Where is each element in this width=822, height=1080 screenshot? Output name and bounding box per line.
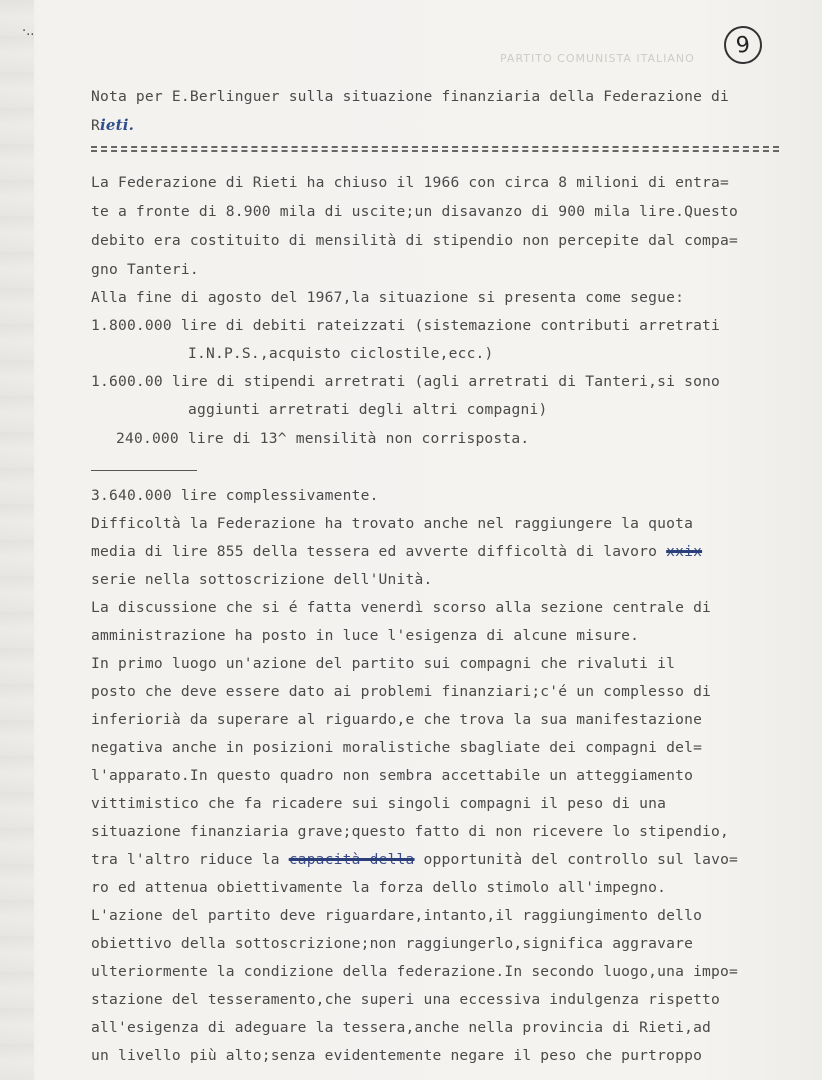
body-line: ulteriormente la condizione della federazione.In secondo luogo,una impo= (91, 963, 739, 980)
body-line: In primo luogo un'azione del partito sui compagni che rivaluti il (91, 655, 676, 672)
body-line: 3.640.000 lire complessivamente. (91, 487, 379, 504)
body-line: La Federazione di Rieti ha chiuso il 1966 con circa 8 milioni di entra= (91, 174, 730, 191)
body-line: obiettivo della sottoscrizione;non raggiungerlo,significa aggravare (91, 935, 694, 952)
body-line (91, 543, 702, 560)
title-line-1: Nota per E.Berlinguer sulla situazione finanziaria della Federazione di (91, 88, 730, 105)
body-text: opportunità del controllo sul lavo= (423, 851, 739, 868)
body-line: Alla fine di agosto del 1967,la situazione si presenta come segue: (91, 289, 685, 306)
body-line: all'esigenza di adeguare la tessera,anche nella provincia di Rieti,ad (91, 1019, 712, 1036)
body-line: inferiorià da superare al riguardo,e che trova la sua manifestazione (91, 711, 703, 728)
page-number: 9 (734, 31, 752, 59)
body-line: aggiunti arretrati degli altri compagni) (188, 401, 548, 418)
strikeout-text: xxix (666, 543, 703, 560)
body-line: La discussione che si é fatta venerdì scorso alla sezione centrale di (91, 599, 712, 616)
body-line: 240.000 lire di 13^ mensilità non corrisposta. (116, 430, 530, 447)
body-line: L'azione del partito deve riguardare,intanto,il raggiungimento dello (91, 907, 703, 924)
title-line-2 (91, 116, 134, 134)
body-line: te a fronte di 8.900 mila di uscite;un disavanzo di 900 mila lire.Questo (91, 203, 739, 220)
body-line: ro ed attenua obiettivamente la forza dello stimolo all'impegno. (91, 879, 667, 896)
body-line: serie nella sottoscrizione dell'Unità. (91, 571, 433, 588)
strikeout-text: capacità della (288, 851, 415, 868)
body-text: tra l'altro riduce la (91, 851, 280, 868)
body-line: I.N.P.S.,acquisto ciclostile,ecc.) (188, 345, 494, 362)
body-line: stazione del tesseramento,che superi una eccessiva indulgenza rispetto (91, 991, 721, 1008)
body-line: amministrazione ha posto in luce l'esigenza di alcune misure. (91, 627, 640, 644)
title-handwritten: ieti. (100, 116, 135, 134)
total-rule (91, 470, 197, 471)
body-line: negativa anche in posizioni moralistiche sbagliate dei compagni del= (91, 739, 703, 756)
body-line: 1.800.000 lire di debiti rateizzati (sistemazione contributi arretrati (91, 317, 721, 334)
binding-edge (0, 0, 34, 1080)
separator-rule (91, 146, 779, 152)
body-line: Difficoltà la Federazione ha trovato anche nel raggiungere la quota (91, 515, 694, 532)
body-text: media di lire 855 della tessera ed avverte difficoltà di lavoro (91, 543, 658, 560)
body-line: 1.600.00 lire di stipendi arretrati (agli arretrati di Tanteri,si sono (91, 373, 721, 390)
page-number-circle (722, 24, 764, 66)
body-line: un livello più alto;senza evidentemente negare il peso che purtroppo (91, 1047, 703, 1064)
body-line: vittimistico che fa ricadere sui singoli compagni il peso di una (91, 795, 667, 812)
corner-mark: ·.. (22, 24, 35, 39)
body-line: posto che deve essere dato ai problemi finanziari;c'é un complesso di (91, 683, 712, 700)
body-line: situazione finanziaria grave;questo fatto di non ricevere lo stipendio, (91, 823, 730, 840)
body-line: gno Tanteri. (91, 261, 199, 278)
body-line (91, 851, 738, 868)
title-typed: R (91, 117, 100, 134)
body-line: debito era costituito di mensilità di stipendio non percepite dal compa= (91, 232, 739, 249)
letterhead-bleed: PARTITO COMUNISTA ITALIANO (500, 52, 695, 65)
body-line: l'apparato.In questo quadro non sembra accettabile un atteggiamento (91, 767, 694, 784)
